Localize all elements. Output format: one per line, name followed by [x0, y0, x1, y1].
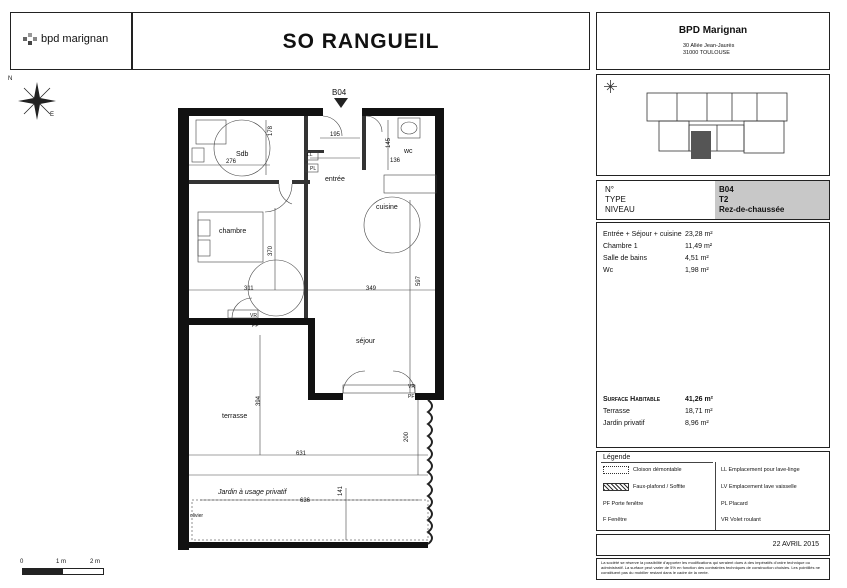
key-plan-panel	[596, 74, 830, 176]
legend-title: Légende	[603, 454, 631, 461]
code-pf-sejour: PF	[408, 394, 415, 400]
dim-311: 311	[244, 286, 254, 292]
plan-date: 22 AVRIL 2015	[772, 541, 819, 548]
dim-200: 200	[404, 431, 411, 443]
dim-370: 370	[268, 245, 275, 257]
room-cuisine: cuisine	[376, 204, 398, 211]
north-compass-icon	[14, 78, 60, 129]
logo-panel	[10, 12, 132, 70]
extra-value: 18,71 m²	[685, 408, 713, 415]
code-pf-chambre: PF	[252, 323, 259, 329]
code-ll: LL	[307, 152, 313, 158]
dim-276: 276	[226, 159, 237, 165]
scale-label-2m: 2 m	[90, 559, 101, 565]
company-panel	[596, 12, 830, 70]
disclaimer-panel	[596, 558, 830, 580]
title-panel	[132, 12, 590, 70]
dim-597: 597	[416, 275, 423, 287]
legend-item: PL Placard	[721, 501, 748, 507]
extra-value: 8,96 m²	[685, 420, 709, 427]
dim-141: 141	[338, 485, 345, 497]
surface-label: Entrée + Séjour + cuisine	[603, 231, 682, 238]
surface-value: 1,98 m²	[685, 267, 709, 274]
dim-636: 636	[300, 498, 311, 504]
extra-label: Terrasse	[603, 408, 630, 415]
page-title: SO RANGUEIL	[282, 30, 440, 53]
extra-label: Jardin privatif	[603, 420, 645, 427]
dim-349: 349	[366, 286, 377, 292]
code-pl: PL	[310, 166, 317, 172]
company-address-2: 31000 TOULOUSE	[683, 50, 730, 56]
legend-swatch-hatched	[603, 483, 629, 491]
key-plan-thumbnail	[597, 75, 829, 175]
scale-label-0: 0	[20, 559, 24, 565]
dim-195: 195	[330, 132, 341, 138]
room-wc: wc	[404, 148, 413, 155]
surface-habitable-label: Surface Habitable	[603, 396, 661, 403]
olivier-label: olivier	[190, 513, 204, 519]
lot-info-panel	[596, 180, 830, 220]
surfaces-panel	[596, 222, 830, 448]
code-vr-sejour: VR	[408, 384, 415, 390]
room-sdb: Sdb	[236, 151, 249, 158]
legend-item: LV Emplacement lave vaisselle	[721, 484, 797, 490]
legend-item: VR Volet roulant	[721, 517, 761, 523]
legend-item: Cloison démontable	[633, 467, 682, 473]
legend-item: Faux-plafond / Soffite	[633, 484, 686, 490]
lot-level-label: NIVEAU	[605, 205, 635, 214]
dim-136: 136	[390, 158, 401, 164]
room-sejour: séjour	[356, 338, 376, 345]
legend-panel	[596, 451, 830, 531]
surface-value: 4,51 m²	[685, 255, 709, 262]
brand-logo-text: bpd marignan	[41, 33, 109, 45]
surface-label: Salle de bains	[603, 255, 647, 262]
date-panel	[596, 534, 830, 556]
lot-type-value: T2	[719, 195, 729, 204]
dim-631: 631	[296, 451, 307, 457]
room-terrasse: terrasse	[222, 413, 248, 420]
legend-item: LL Emplacement pour lave-linge	[721, 467, 800, 473]
scale-label-1m: 1 m	[56, 559, 67, 565]
room-entree: entrée	[325, 176, 345, 183]
lot-number-label: N°	[605, 185, 614, 194]
room-chambre: chambre	[219, 228, 247, 235]
surface-label: Wc	[603, 267, 614, 274]
lot-number-value: B04	[719, 185, 734, 194]
compass-n-label: N	[8, 76, 13, 82]
surface-value: 23,28 m²	[685, 231, 713, 238]
lot-level-value: Rez-de-chaussée	[719, 205, 785, 214]
room-jardin: Jardin à usage privatif	[218, 489, 287, 496]
surface-habitable-value: 41,26 m²	[685, 396, 714, 403]
dim-394: 394	[256, 395, 263, 407]
dim-178: 178	[268, 125, 275, 137]
code-vr-chambre: VR	[250, 313, 257, 319]
legend-item: F Fenêtre	[603, 517, 627, 523]
surface-label: Chambre 1	[603, 243, 638, 250]
brand-logo-icon	[23, 33, 37, 52]
lot-marker-label: B04	[332, 88, 347, 97]
scale-bar	[22, 568, 104, 575]
company-address-1: 30 Allée Jean-Jaurès	[683, 43, 735, 49]
lot-type-label: TYPE	[605, 195, 626, 204]
legend-swatch-dotted	[603, 466, 629, 474]
company-name: BPD Marignan	[678, 25, 748, 36]
surface-value: 11,49 m²	[685, 243, 713, 250]
dim-145: 145	[386, 137, 393, 149]
disclaimer-text: La société se réserve la possibilité d'apporter les modifications qui seraient dues à des impératifs d'ordre technique ou administratif. La surface peut varier de 5% en fonction des contraintes techniques de construction choisies. Les pointillés ne constituent pas du mobilier restant dans le cadre de la vente.	[601, 560, 821, 575]
legend-item: PF Porte fenêtre	[603, 501, 644, 507]
compass-e-label: E	[50, 112, 55, 118]
